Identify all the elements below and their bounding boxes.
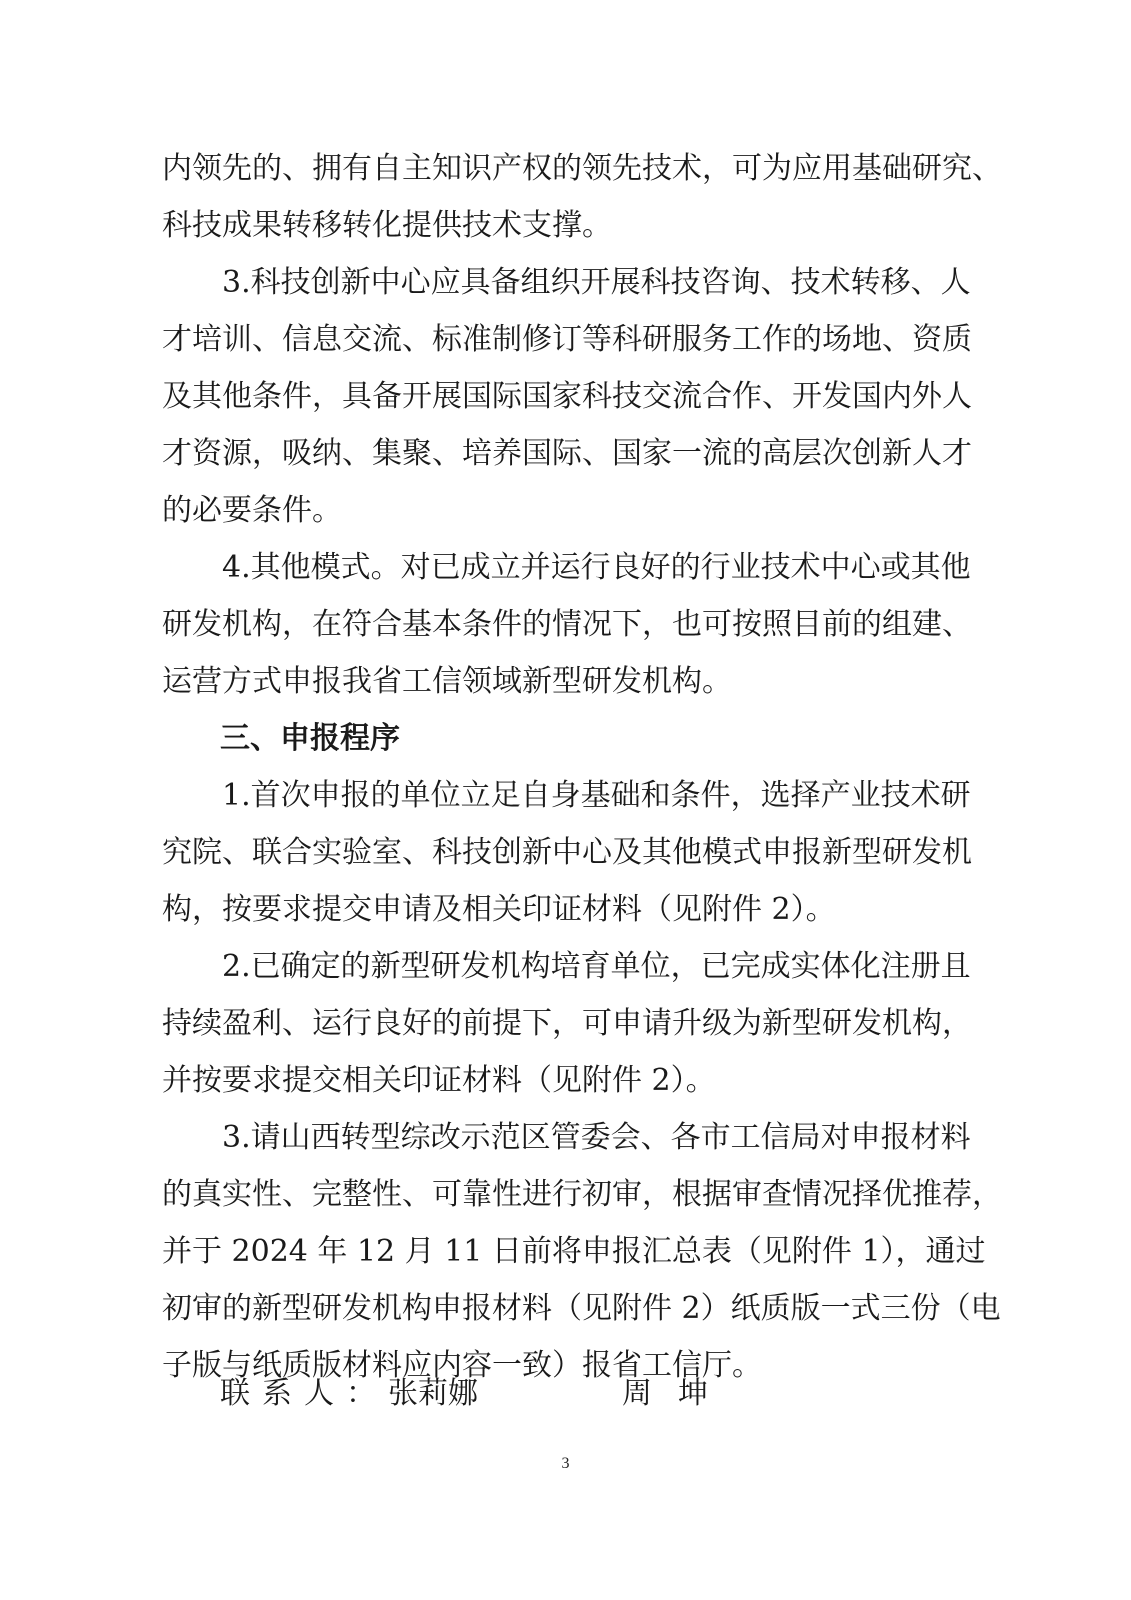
text-line: 的必要条件。 — [162, 493, 342, 528]
page-number: 3 — [561, 1455, 570, 1472]
text-line: 内领先的、拥有自主知识产权的领先技术，可为应用基础研究、 — [162, 151, 1002, 186]
text-line: 并于 2024 年 12 月 11 日前将申报汇总表（见附件 1），通过 — [162, 1234, 986, 1269]
text-line: 运营方式申报我省工信领域新型研发机构。 — [162, 664, 732, 699]
text-line: 子版与纸质版材料应内容一致）报省工信厅。 — [162, 1348, 762, 1383]
text-line: 并按要求提交相关印证材料（见附件 2）。 — [162, 1063, 716, 1098]
text-line: 初审的新型研发机构申报材料（见附件 2）纸质版一式三份（电 — [162, 1291, 1001, 1326]
text-line: 2.已确定的新型研发机构培育单位，已完成实体化注册且 — [222, 949, 971, 984]
contact-line — [220, 1365, 734, 1422]
text-line: 3.科技创新中心应具备组织开展科技咨询、技术转移、人 — [222, 265, 971, 300]
text-line: 才培训、信息交流、标准制修订等科研服务工作的场地、资质 — [162, 322, 972, 357]
text-line: 科技成果转移转化提供技术支撑。 — [162, 208, 612, 243]
text-line: 1.首次申报的单位立足自身基础和条件，选择产业技术研 — [222, 778, 971, 813]
text-line: 持续盈利、运行良好的前提下，可申请升级为新型研发机构， — [162, 1006, 972, 1041]
text-line: 研发机构，在符合基本条件的情况下，也可按照目前的组建、 — [162, 607, 972, 642]
body-text — [162, 140, 1002, 1394]
contact-label: 联系人： — [220, 1376, 388, 1411]
text-line: 才资源，吸纳、集聚、培养国际、国家一流的高层次创新人才 — [162, 436, 972, 471]
section-heading: 三、申报程序 — [220, 721, 400, 756]
text-line: 的真实性、完整性、可靠性进行初审，根据审查情况择优推荐， — [162, 1177, 1002, 1212]
text-line: 究院、联合实验室、科技创新中心及其他模式申报新型研发机 — [162, 835, 972, 870]
contact-name-secondary: 周坤 — [622, 1376, 734, 1411]
text-line: 4.其他模式。对已成立并运行良好的行业技术中心或其他 — [222, 550, 971, 585]
text-line: 及其他条件，具备开展国际国家科技交流合作、开发国内外人 — [162, 379, 972, 414]
contact-name-primary: 张莉娜 — [388, 1376, 478, 1411]
text-line: 构，按要求提交申请及相关印证材料（见附件 2）。 — [162, 892, 836, 927]
text-line: 3.请山西转型综改示范区管委会、各市工信局对申报材料 — [222, 1120, 971, 1155]
